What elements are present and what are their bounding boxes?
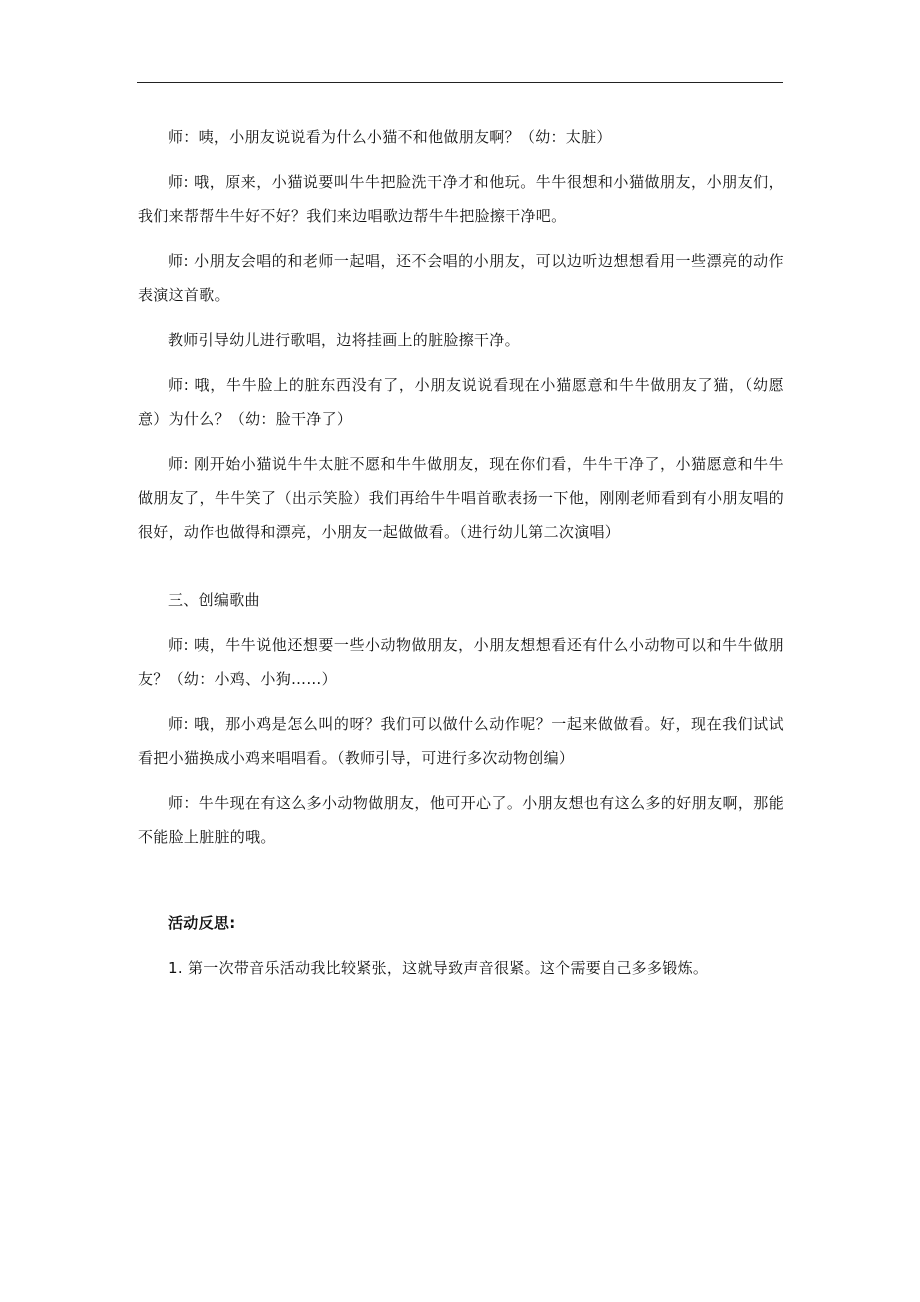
paragraph: 师：咦，小朋友说说看为什么小猫不和他做朋友啊？（幼：太脏） [168, 128, 612, 146]
paragraph: 教师引导幼儿进行歌唱，边将挂画上的脏脸擦干净。 [168, 331, 520, 349]
document-body [138, 120, 784, 996]
paragraph: 师: 咦，牛牛说他还想要一些小动物做朋友，小朋友想想看还有什么小动物可以和牛牛做朋友？（幼：小鸡、小狗……） [138, 636, 784, 688]
reflection-heading: 活动反思: [168, 914, 236, 932]
paragraph: 师：牛牛现在有这么多小动物做朋友，他可开心了。小朋友想也有这么多的好朋友啊，那能不能脸上脏脏的哦。 [138, 794, 784, 846]
paragraph: 师: 哦，原来，小猫说要叫牛牛把脸洗干净才和他玩。牛牛很想和小猫做朋友，小朋友们，我们来帮帮牛牛好不好？我们来边唱歌边帮牛牛把脸擦干净吧。 [138, 173, 784, 225]
paragraph: 师: 哦，那小鸡是怎么叫的呀？我们可以做什么动作呢？一起来做做看。好，现在我们试试看把小猫换成小鸡来唱唱看。（教师引导，可进行多次动物创编） [138, 715, 784, 767]
paragraph: 师: 刚开始小猫说牛牛太脏不愿和牛牛做朋友，现在你们看，牛牛干净了，小猫愿意和牛牛做朋友了，牛牛笑了（出示笑脸）我们再给牛牛唱首歌表扬一下他，刚刚老师看到有小朋友唱的很好，动作也做得和漂亮，小朋友一起做做看。（进行幼儿第二次演唱） [138, 455, 784, 541]
header-rule [137, 82, 783, 83]
paragraph: 师: 小朋友会唱的和老师一起唱，还不会唱的小朋友，可以边听边想想看用一些漂亮的动作表演这首歌。 [138, 252, 784, 304]
paragraph: 师: 哦，牛牛脸上的脏东西没有了，小朋友说说看现在小猫愿意和牛牛做朋友了猫，（幼愿意）为什么？（幼：脸干净了） [138, 376, 784, 428]
section-heading: 三、创编歌曲 [168, 591, 260, 609]
reflection-item: 1. 第一次带音乐活动我比较紧张，这就导致声音很紧。这个需要自己多多锻炼。 [168, 959, 709, 977]
